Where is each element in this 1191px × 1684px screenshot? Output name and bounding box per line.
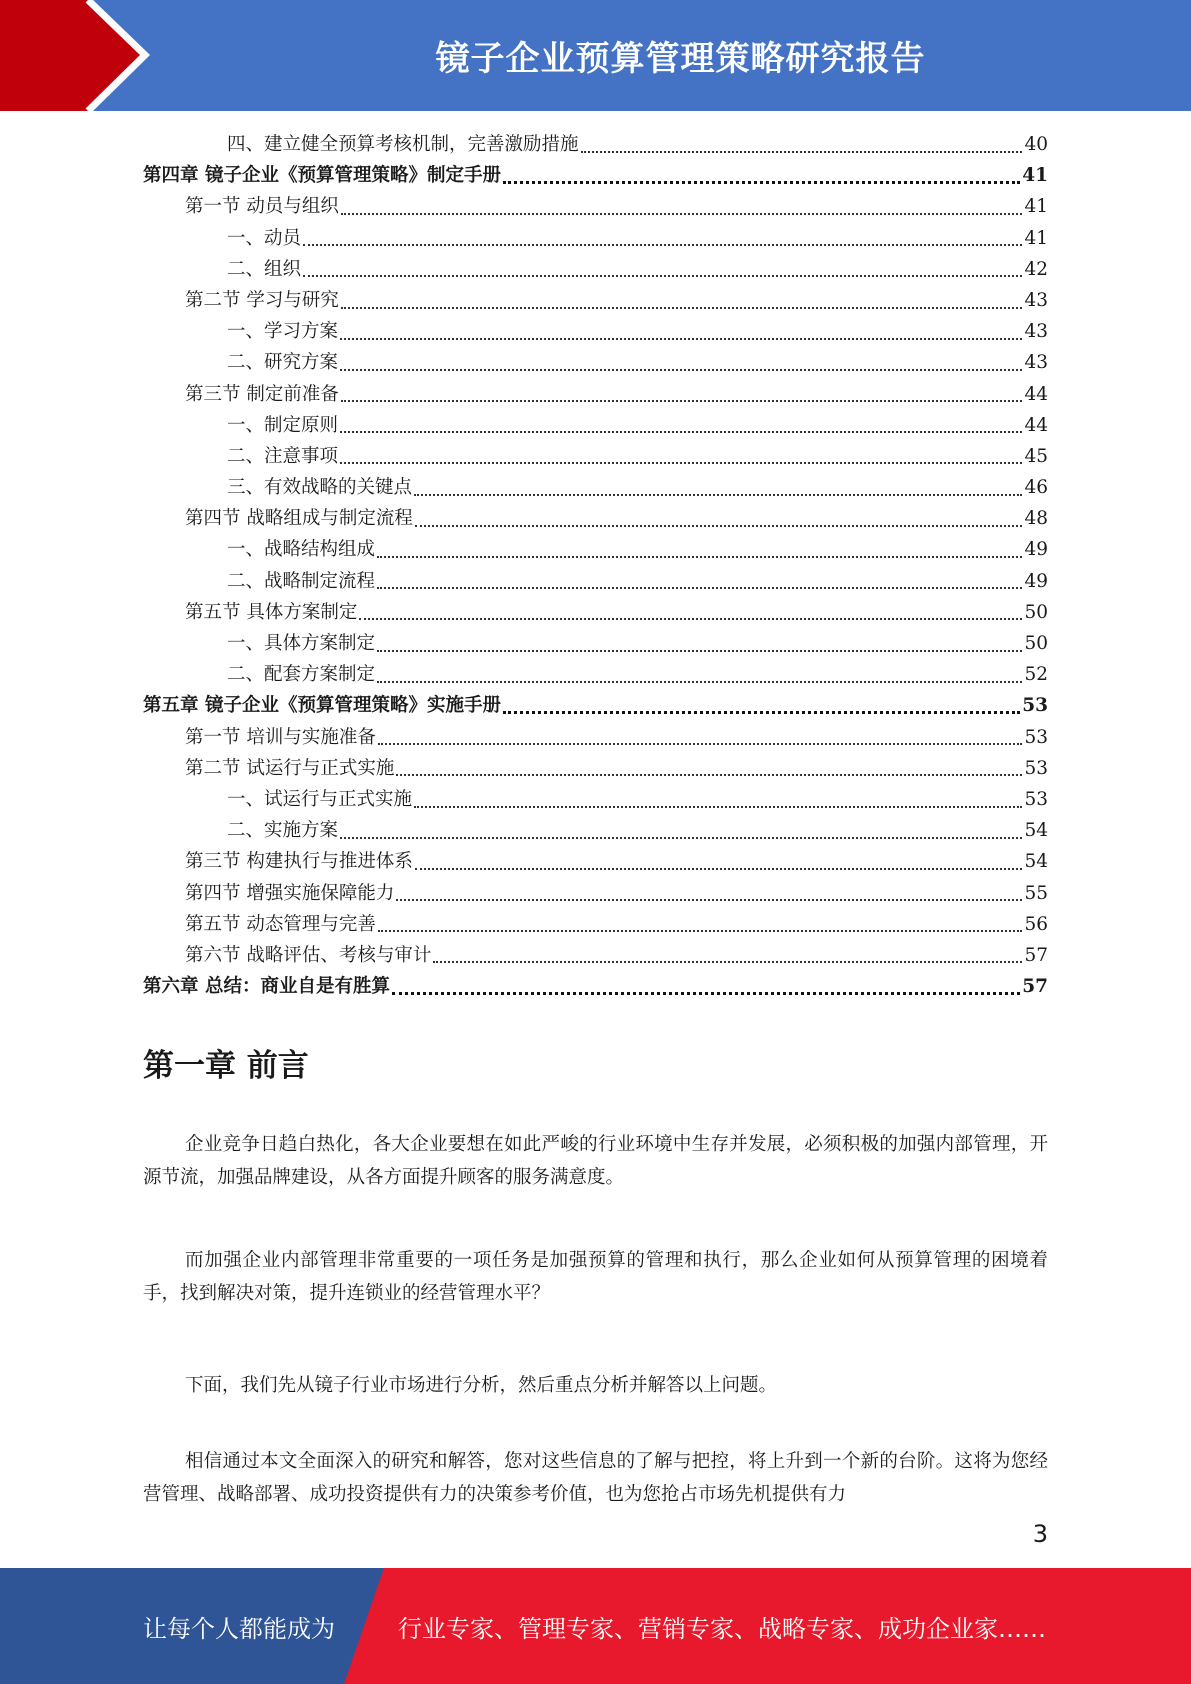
toc-entry-title: 第四节 增强实施保障能力 [185,882,395,904]
toc-subsection-entry[interactable] [143,441,1048,472]
toc-entry-title: 三、有效战略的关键点 [227,477,413,499]
toc-entry-title: 第二节 学习与研究 [185,289,339,311]
footer-slogan-left: 让每个人都能成为 [143,1614,335,1643]
toc-entry-title: 一、具体方案制定 [227,633,376,654]
toc-dot-leader [377,556,1022,558]
toc-entry-title: 一、动员 [227,227,302,249]
toc-section-entry[interactable] [143,753,1048,784]
toc-section-entry[interactable] [143,285,1048,316]
toc-entry-title: 第一节 动员与组织 [185,196,339,218]
toc-dot-leader [303,275,1022,277]
toc-entry-page: 54 [1024,851,1048,873]
toc-chapter-entry[interactable] [143,971,1048,1002]
toc-entry-title: 一、试运行与正式实施 [227,788,413,810]
toc-dot-leader [396,774,1022,776]
toc-dot-leader [396,899,1022,901]
body-paragraph: 企业竞争日趋白热化，各大企业要想在如此严峻的行业环境中生存并发展，必须积极的加强内部管理，开源节流，加强品牌建设，从各方面提升顾客的服务满意度。 [143,1134,1048,1188]
toc-dot-leader [340,369,1022,371]
toc-entry-page: 46 [1024,477,1048,499]
toc-dot-leader [340,431,1022,433]
toc-subsection-entry[interactable] [143,472,1048,503]
toc-entry-title: 第五节 具体方案制定 [185,601,358,623]
toc-entry-title: 第四节 战略组成与制定流程 [185,508,413,530]
toc-subsection-entry[interactable] [143,659,1048,690]
toc-entry-page: 53 [1022,695,1048,717]
toc-entry-page: 41 [1022,165,1048,187]
toc-dot-leader [341,307,1023,309]
toc-subsection-entry[interactable] [143,223,1048,254]
toc-subsection-entry[interactable] [143,347,1048,378]
toc-dot-leader [377,681,1022,683]
toc-entry-page: 50 [1024,601,1048,623]
toc-dot-leader [377,587,1022,589]
toc-entry-page: 53 [1024,757,1048,779]
toc-entry-page: 45 [1024,445,1048,467]
toc-entry-page: 41 [1024,227,1048,249]
toc-entry-title: 第一节 培训与实施准备 [185,726,376,748]
toc-subsection-entry[interactable] [143,784,1048,815]
toc-section-entry[interactable] [143,597,1048,628]
toc-entry-page: 40 [1024,134,1048,155]
toc-dot-leader [303,244,1022,246]
toc-dot-leader [415,525,1023,527]
toc-entry-page: 55 [1024,882,1048,904]
toc-subsection-entry[interactable] [143,254,1048,285]
toc-dot-leader [414,806,1022,808]
toc-dot-leader [359,618,1022,620]
toc-dot-leader [503,181,1020,184]
toc-entry-title: 第三节 制定前准备 [185,383,339,405]
toc-section-entry[interactable] [143,722,1048,753]
toc-chapter-entry[interactable] [143,160,1048,191]
toc-entry-page: 53 [1024,788,1048,810]
toc-entry-page: 44 [1024,414,1048,436]
toc-dot-leader [392,992,1020,995]
toc-dot-leader [433,961,1022,963]
toc-section-entry[interactable] [143,846,1048,877]
toc-entry-page: 43 [1024,289,1048,311]
toc-entry-title: 第三节 构建执行与推进体系 [185,851,413,873]
toc-entry-title: 二、研究方案 [227,352,339,374]
toc-entry-title: 二、实施方案 [227,820,339,842]
toc-section-entry[interactable] [143,909,1048,940]
toc-dot-leader [414,494,1022,496]
toc-entry-page: 56 [1024,913,1048,935]
toc-dot-leader [340,338,1022,340]
toc-entry-title: 第六章 总结：商业自是有胜算 [143,976,390,998]
footer-slogan-right: 行业专家、管理专家、营销专家、战略专家、成功企业家…… [398,1614,1046,1643]
toc-entry-page: 42 [1024,258,1048,280]
toc-dot-leader [581,151,1023,153]
toc-dot-leader [341,400,1023,402]
toc-dot-leader [340,462,1022,464]
toc-entry-page: 57 [1022,976,1048,998]
toc-entry-title: 二、配套方案制定 [227,664,376,686]
toc-dot-leader [378,930,1023,932]
toc-section-entry[interactable] [143,191,1048,222]
header-banner [0,0,1191,111]
toc-entry-title: 一、制定原则 [227,414,339,436]
toc-entry-title: 第二节 试运行与正式实施 [185,757,395,779]
toc-entry-page: 44 [1024,383,1048,405]
toc-subsection-entry[interactable] [143,815,1048,846]
toc-entry-title: 一、战略结构组成 [227,539,376,561]
toc-entry-title: 第五节 动态管理与完善 [185,913,376,935]
toc-subsection-entry[interactable] [143,566,1048,597]
toc-chapter-entry[interactable] [143,690,1048,721]
table-of-contents [143,129,1048,1002]
toc-subsection-entry[interactable] [143,628,1048,659]
toc-entry-page: 52 [1024,664,1048,686]
page-number: 3 [1032,1520,1048,1548]
toc-dot-leader [377,650,1022,652]
toc-entry-title: 第六节 战略评估、考核与审计 [185,944,432,966]
toc-dot-leader [415,868,1023,870]
body-paragraph: 相信通过本文全面深入的研究和解答，您对这些信息的了解与把控，将上升到一个新的台阶。这将为您经营管理、战略部署、成功投资提供有力的决策参考价值，也为您抢占市场先机提供有力 [143,1451,1048,1505]
toc-entry-page: 41 [1024,196,1048,218]
footer-banner [0,1568,1191,1684]
toc-entry-title: 二、注意事项 [227,445,339,467]
toc-entry-page: 49 [1024,539,1048,561]
toc-dot-leader [378,743,1023,745]
toc-section-entry[interactable] [143,379,1048,410]
toc-subsection-entry[interactable] [143,316,1048,347]
toc-entry-title: 第五章 镜子企业《预算管理策略》实施手册 [143,695,501,717]
report-title: 镜子企业预算管理策略研究报告 [435,39,926,79]
toc-dot-leader [341,213,1023,215]
toc-entry-title: 第四章 镜子企业《预算管理策略》制定手册 [143,165,501,187]
toc-section-entry[interactable] [143,878,1048,909]
toc-entry-page: 43 [1024,321,1048,343]
toc-entry-title: 四、建立健全预算考核机制，完善激励措施 [227,134,579,155]
toc-subsection-entry[interactable] [143,410,1048,441]
body-paragraph: 下面，我们先从镜子行业市场进行分析，然后重点分析并解答以上问题。 [185,1375,778,1396]
toc-dot-leader [503,711,1020,714]
toc-entry-page: 50 [1024,633,1048,654]
chapter-heading: 第一章 前言 [143,1048,309,1084]
toc-entry-page: 49 [1024,570,1048,592]
toc-entry-title: 二、组织 [227,258,302,280]
toc-entry-page: 43 [1024,352,1048,374]
toc-entry-page: 54 [1024,820,1048,842]
toc-entry-page: 57 [1024,944,1048,966]
toc-entry-page: 48 [1024,508,1048,530]
toc-subsection-entry[interactable] [143,129,1048,160]
toc-entry-title: 一、学习方案 [227,321,339,343]
toc-dot-leader [340,837,1022,839]
toc-section-entry[interactable] [143,940,1048,971]
toc-section-entry[interactable] [143,503,1048,534]
body-paragraph: 而加强企业内部管理非常重要的一项任务是加强预算的管理和执行，那么企业如何从预算管理的困境着手，找到解决对策，提升连锁业的经营管理水平？ [143,1250,1048,1304]
toc-entry-page: 53 [1024,726,1048,748]
toc-subsection-entry[interactable] [143,534,1048,565]
toc-entry-title: 二、战略制定流程 [227,570,376,592]
